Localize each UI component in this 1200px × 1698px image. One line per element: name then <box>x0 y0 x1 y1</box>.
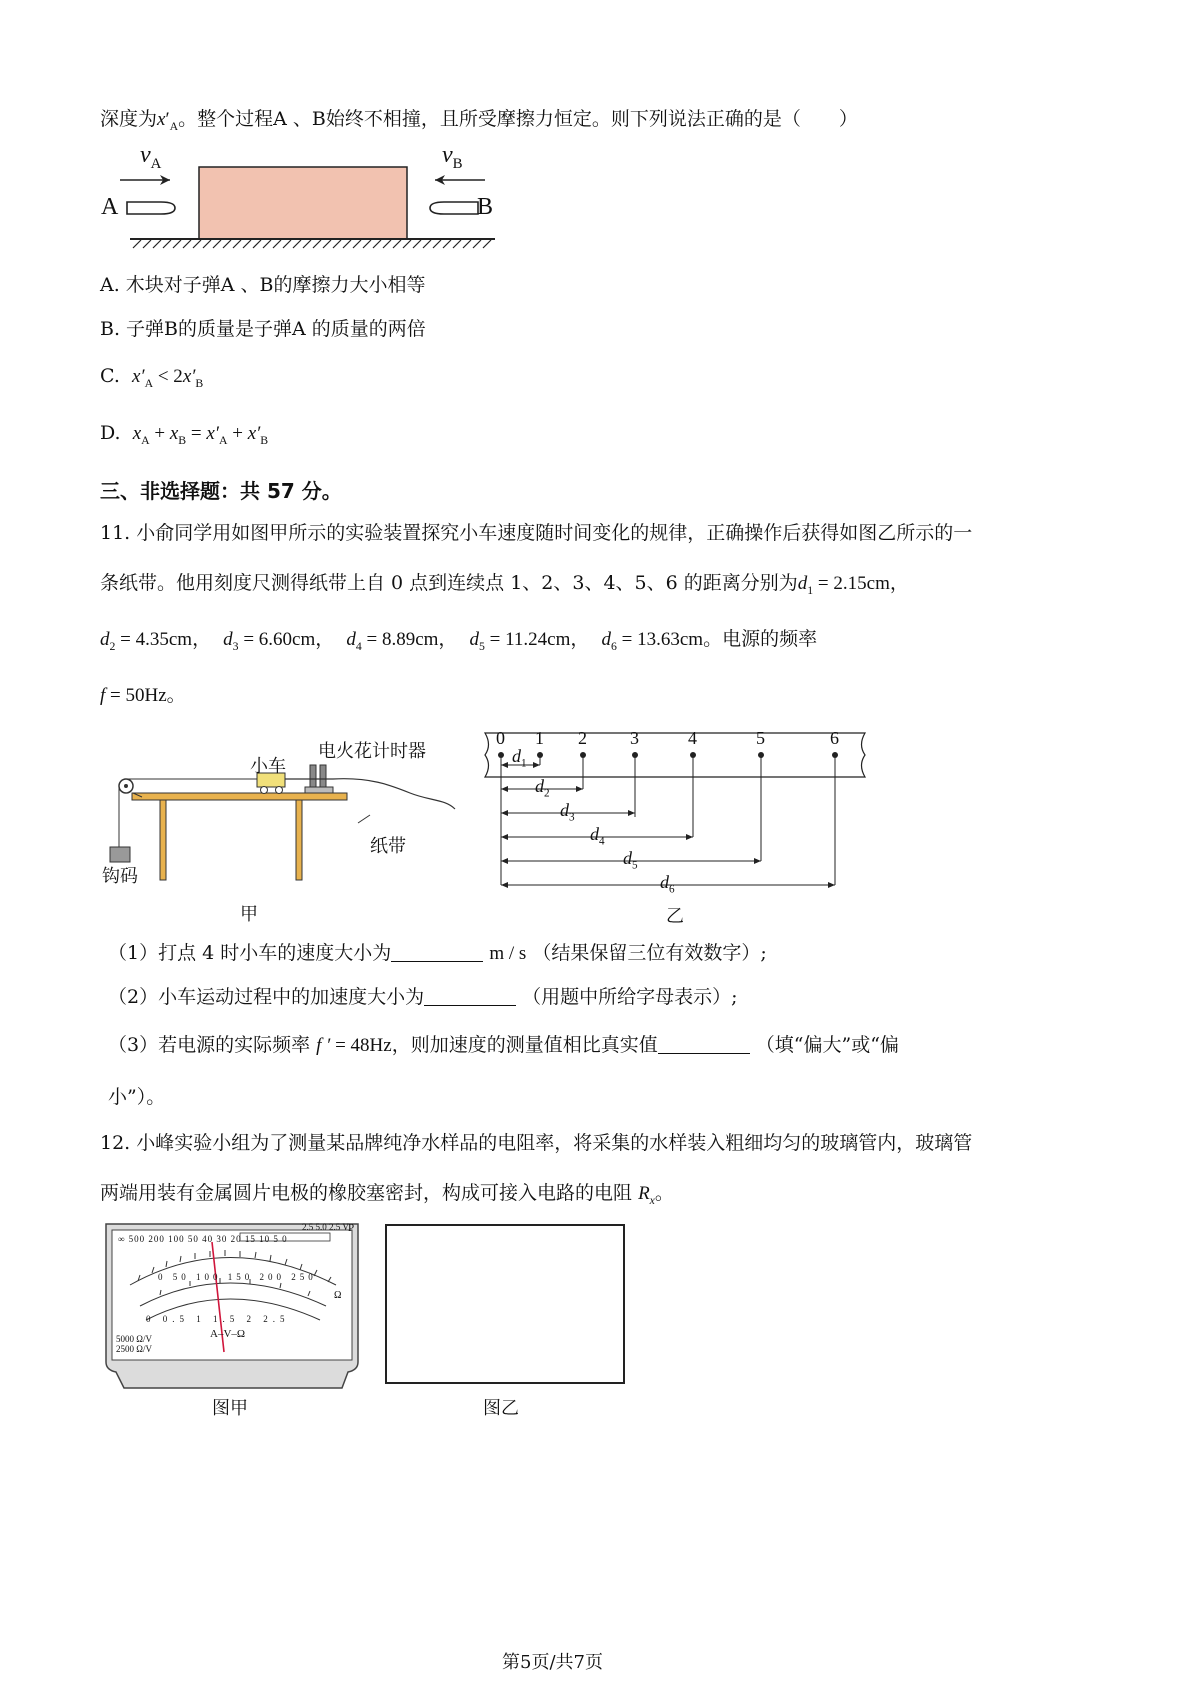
tape-d1: $d_1$ <box>512 746 527 770</box>
q11-line3: $d_2 = 4.35cm$， $d_3 = 6.60cm$， $d_4 = 8.89cm$， $d_5 = 11.24cm$， $d_6 = 13.63cm$。电源的频率 <box>100 628 818 653</box>
label-weight: 钩码 <box>102 866 138 887</box>
label-va: $v_A$ <box>140 142 162 172</box>
intro-suffix: 。整个过程A 、B始终不相撞，且所受摩擦力恒定。则下列说法正确的是（ ） <box>178 108 858 130</box>
meter-omega: Ω <box>334 1290 342 1301</box>
q11-sub3-line2: 小”）。 <box>108 1086 166 1108</box>
meter-range-marks: 2.5 5.0 2.5 V <box>302 1222 349 1232</box>
meter-mid-scale: 0 50 100 150 200 250 <box>158 1272 317 1282</box>
q11-sub1: （1）打点 4 时小车的速度大小为 m / s （结果保留三位有效数字）; <box>108 942 767 964</box>
tape-point-3: 3 <box>630 728 639 748</box>
q11-sub3: （3）若电源的实际频率 f ′ = 48Hz，则加速度的测量值相比真实值 （填“偏大”或“偏 <box>108 1034 899 1056</box>
option-c: C. $x'_A < 2x'_B$ <box>100 365 204 390</box>
intro-var: $x'_A$ <box>157 109 179 133</box>
intro-prefix: 深度为 <box>100 108 158 130</box>
label-tape: 纸带 <box>370 836 406 857</box>
tape-point-1: 1 <box>535 728 544 748</box>
q11-sub2: （2）小车运动过程中的加速度大小为 （用题中所给字母表示）; <box>108 986 738 1008</box>
circuit-answer-box[interactable] <box>385 1224 625 1384</box>
tape-point-5: 5 <box>756 728 765 748</box>
page-footer: 第5页/共7页 <box>502 1652 603 1673</box>
answer-blank-3[interactable] <box>658 1035 750 1054</box>
label-b: B <box>477 194 494 220</box>
ground-hatching <box>133 240 491 248</box>
meter-p-mark: P <box>348 1222 355 1234</box>
q12-line2: 两端用装有金属圆片电极的橡胶塞密封，构成可接入电路的电阻 $R_x$。 <box>100 1182 674 1207</box>
answer-blank-2[interactable] <box>424 987 516 1006</box>
multimeter-figure <box>100 1220 365 1390</box>
option-d: D. $x_A + x_B = x'_A + x'_B$ <box>100 422 269 447</box>
tape-point-4: 4 <box>688 728 697 748</box>
answer-blank-1[interactable] <box>391 943 483 962</box>
caption-meter: 图甲 <box>212 1398 248 1419</box>
option-b: B. 子弹B的质量是子弹A 的质量的两倍 <box>100 318 426 340</box>
tape-d5: $d_5$ <box>623 848 638 872</box>
option-a: A. 木块对子弹A 、B的摩擦力大小相等 <box>100 274 426 296</box>
tape-d6: $d_6$ <box>660 872 675 896</box>
q11-line4: f = 50Hz。 <box>100 684 186 706</box>
caption-box: 图乙 <box>483 1398 519 1419</box>
bullet-b-shape <box>430 202 478 214</box>
label-a: A <box>101 194 119 220</box>
caption-yi: 乙 <box>666 906 684 927</box>
tape-d3: $d_3$ <box>560 800 575 824</box>
q12-line1: 12. 小峰实验小组为了测量某品牌纯净水样品的电阻率，将采集的水样装入粗细均匀的玻璃管内，玻璃管 <box>100 1132 973 1154</box>
q11-line1: 11. 小俞同学用如图甲所示的实验装置探究小车速度随时间变化的规律，正确操作后获得如图乙所示的一 <box>100 522 973 544</box>
caption-jia: 甲 <box>240 904 258 925</box>
tape-d4: $d_4$ <box>590 824 605 848</box>
section-heading: 三、非选择题：共 57 分。 <box>100 479 342 503</box>
tape-point-6: 6 <box>830 728 839 748</box>
meter-spec-1: 5000 Ω/V <box>116 1334 152 1344</box>
intro-line <box>100 104 858 134</box>
bullet-a-shape <box>127 202 175 214</box>
meter-spec-2: 2500 Ω/V <box>116 1344 152 1354</box>
tape-d2: $d_2$ <box>535 776 550 800</box>
tape-point-0: 0 <box>496 728 505 748</box>
meter-top-scale: ∞ 500 200 100 50 40 30 20 15 10 5 0 <box>118 1234 288 1244</box>
distance-arrows <box>501 765 835 885</box>
label-timer: 电火花计时器 <box>318 741 426 762</box>
meter-low-scale: 0 0.5 1 1.5 2 2.5 <box>146 1314 290 1324</box>
meter-center-label: A–V–Ω <box>210 1328 246 1340</box>
label-cart: 小车 <box>250 756 286 777</box>
tape-point-2: 2 <box>578 728 587 748</box>
q11-line2: 条纸带。他用刻度尺测得纸带上自 0 点到连续点 1、2、3、4、5、6 的距离分别为$d_1 = 2.15cm$， <box>100 572 909 597</box>
label-vb: $v_B$ <box>442 142 463 172</box>
tape-figure <box>480 725 880 900</box>
hook-weight <box>110 847 130 862</box>
